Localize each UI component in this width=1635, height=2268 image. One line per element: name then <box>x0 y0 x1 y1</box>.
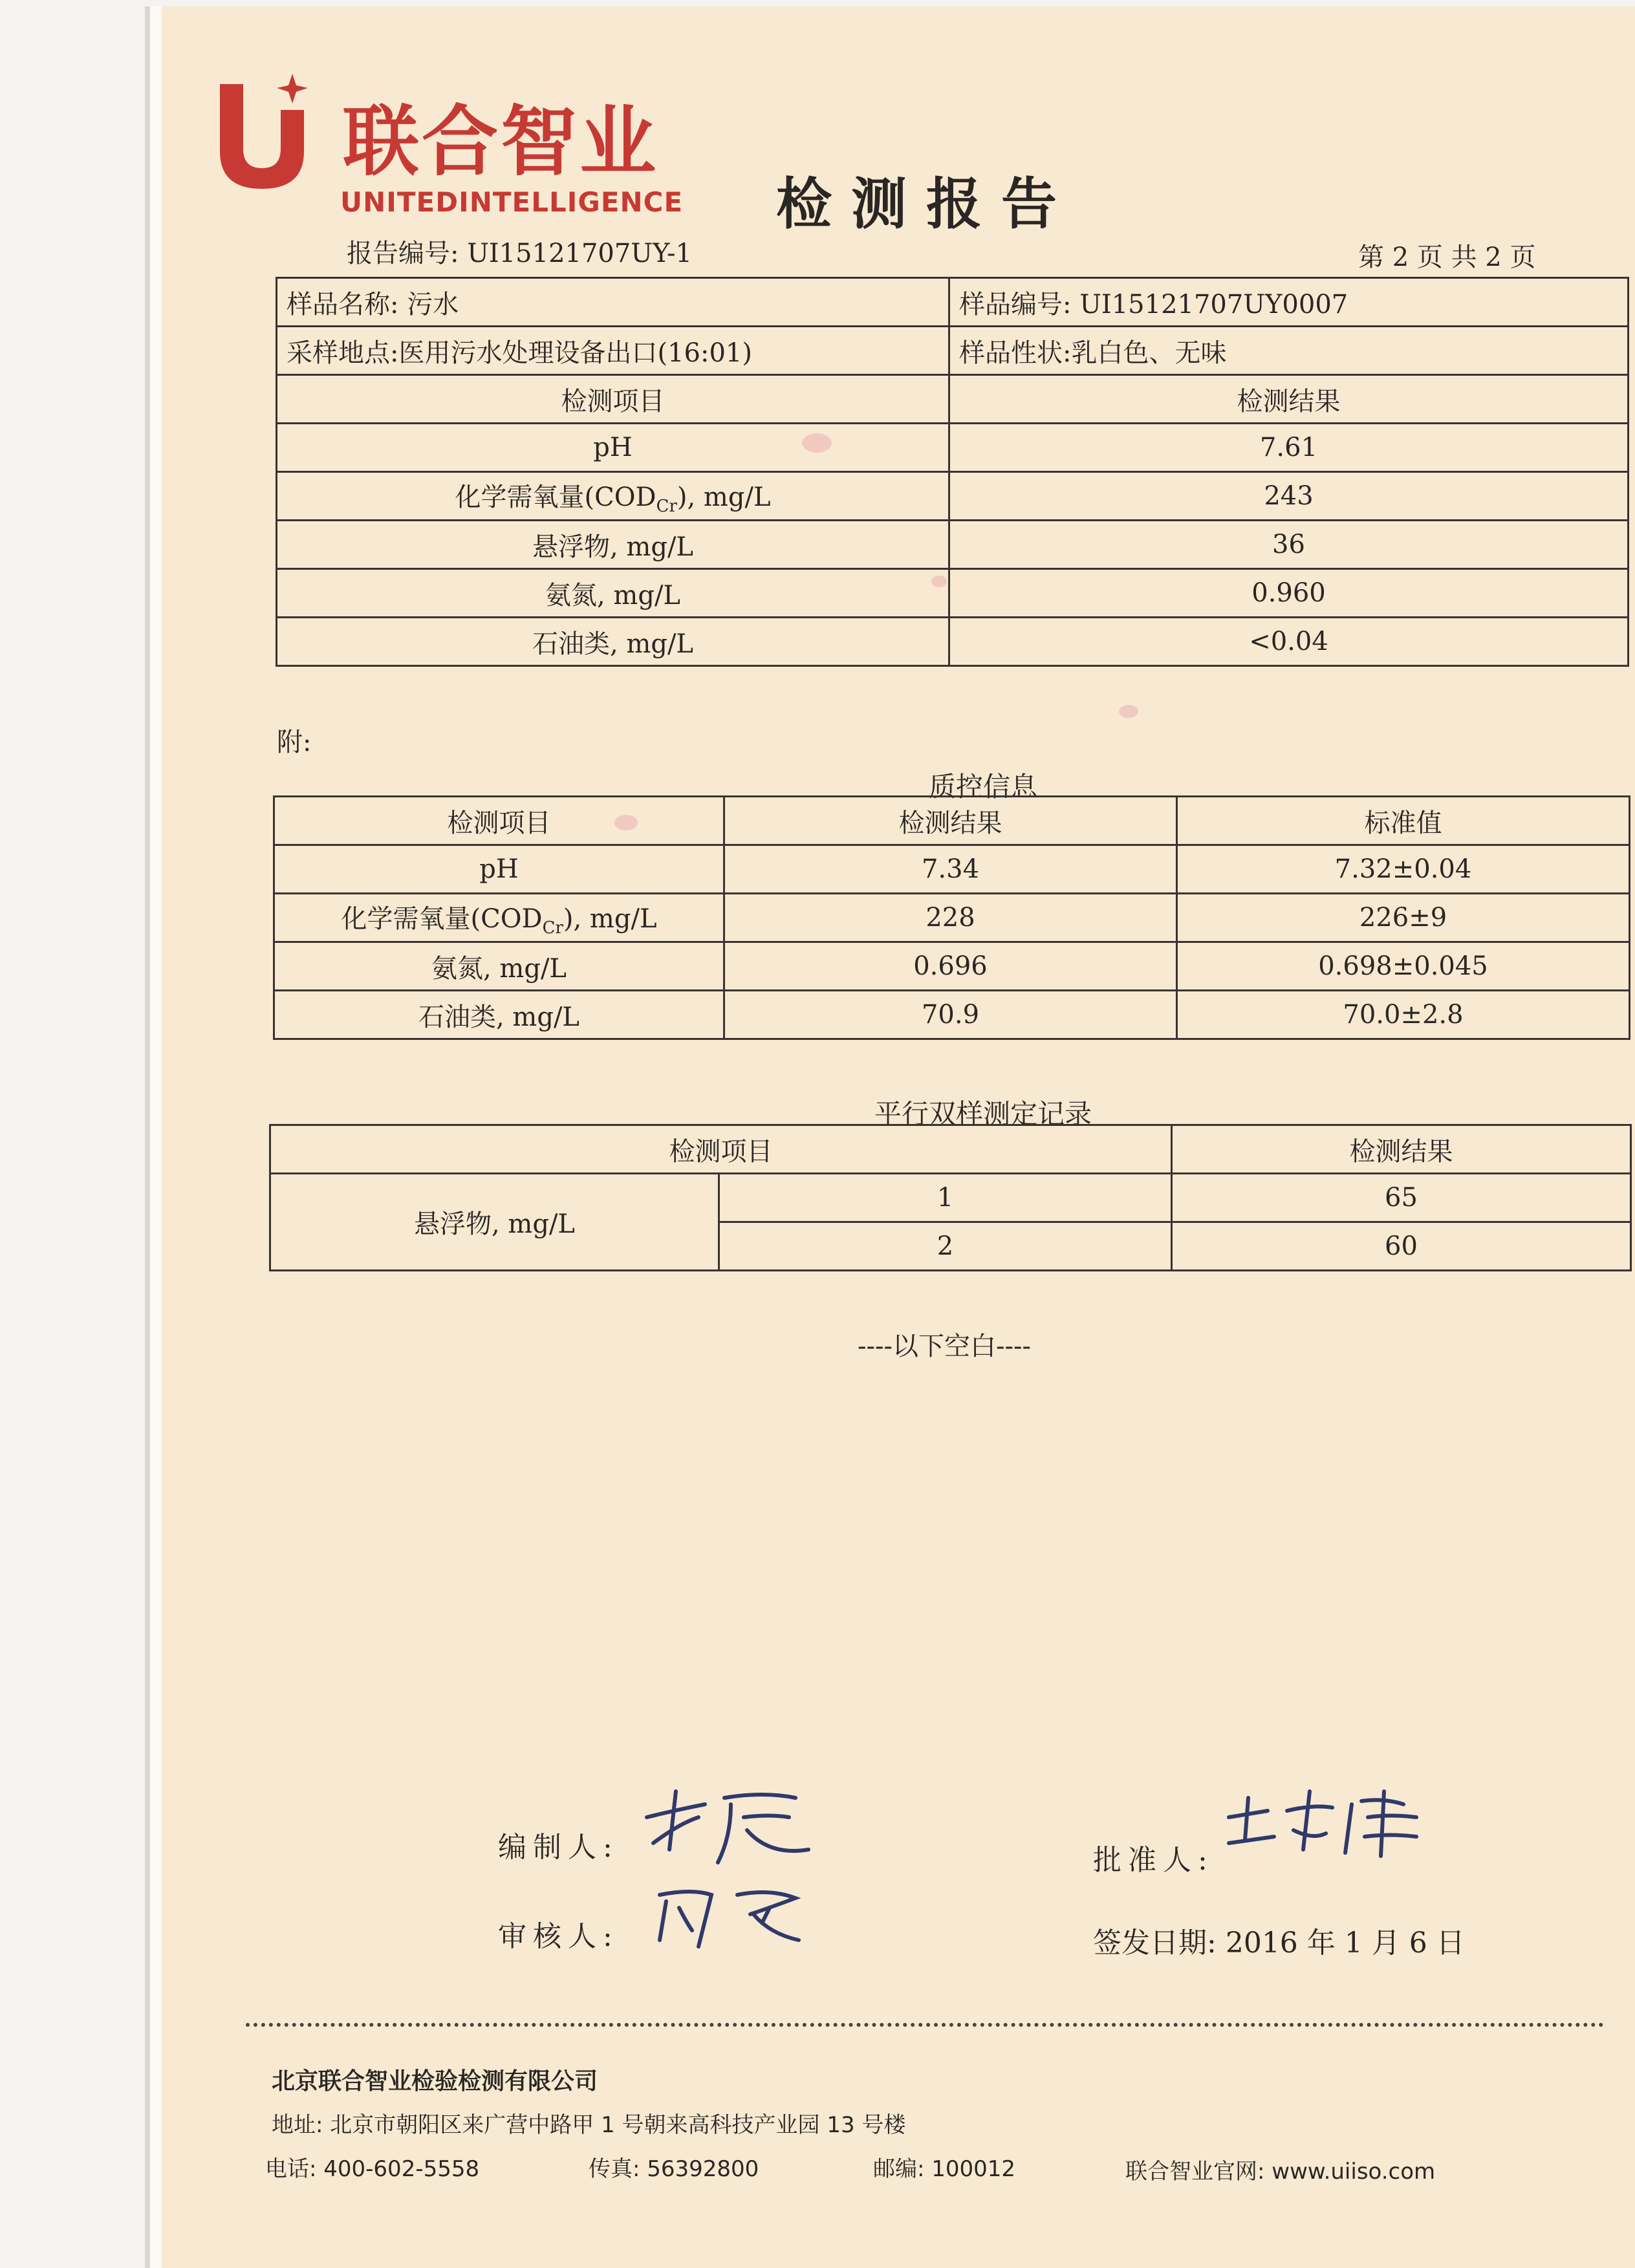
qc-caption: 质控信息 <box>928 771 1037 803</box>
reviewed-label: 审核人: <box>498 1920 619 1953</box>
dup-item: 悬浮物, mg/L <box>270 1174 719 1271</box>
issue-date <box>1093 1919 1465 1961</box>
sample-site: 医用污水处理设备出口(16:01) <box>398 338 752 368</box>
sample-nature-cell <box>949 327 1629 375</box>
sample-name-cell <box>277 278 949 327</box>
result-value: 36 <box>949 521 1629 569</box>
result-value: <0.04 <box>949 618 1629 666</box>
dup-result: 60 <box>1172 1222 1631 1271</box>
qc-standard: 226±9 <box>1177 894 1630 942</box>
report-number <box>347 233 692 270</box>
result-item: 化学需氧量$(COD_{Cr})$, mg/L <box>277 472 949 521</box>
dup-n: 2 <box>719 1222 1172 1271</box>
table-row <box>274 845 1630 894</box>
issue-date-value: 2016 年 1 月 6 日 <box>1225 1927 1465 1960</box>
footer-fax: 传真: 56392800 <box>589 2156 759 2182</box>
qc-header-item: 检测项目 <box>274 797 724 845</box>
footer-company: 北京联合智业检验检测有限公司 <box>272 2068 598 2095</box>
qc-result: 0.696 <box>724 942 1177 991</box>
footer-website: 联合智业官网: www.uiiso.com <box>1125 2159 1436 2185</box>
duplicate-table <box>269 1124 1632 1271</box>
report-number-value: UI15121707UY-1 <box>467 239 692 268</box>
table-row <box>274 894 1630 942</box>
sample-id-cell <box>949 278 1629 327</box>
qc-header-standard: 标准值 <box>1177 797 1630 845</box>
table-row <box>277 327 1629 375</box>
table-row <box>277 618 1629 666</box>
issue-date-label: 签发日期: <box>1093 1927 1217 1960</box>
approved-signature <box>1222 1778 1429 1863</box>
report-title: 检测报告 <box>776 172 1076 237</box>
result-value: 243 <box>949 472 1629 521</box>
company-logo <box>213 71 310 194</box>
qc-standard: 70.0±2.8 <box>1177 991 1630 1039</box>
table-row <box>270 1174 1631 1222</box>
table-row <box>277 521 1629 569</box>
table-row <box>277 472 1629 521</box>
result-value: 0.960 <box>949 569 1629 618</box>
dup-header-result: 检测结果 <box>1172 1125 1631 1174</box>
footer-phone: 电话: 400-602-5558 <box>265 2156 480 2182</box>
table-row <box>277 278 1629 327</box>
report-page <box>162 6 1635 2268</box>
prepared-label: 编制人: <box>498 1831 619 1864</box>
blank-note: ----以下空白---- <box>857 1332 1032 1361</box>
table-header-row <box>274 797 1630 845</box>
footer-divider <box>246 2023 1604 2027</box>
table-row <box>274 991 1630 1039</box>
appendix-label: 附: <box>277 728 312 757</box>
table-header-row <box>277 375 1629 424</box>
page-indicator: 第 2 页 共 2 页 <box>1358 243 1536 272</box>
header-result: 检测结果 <box>949 375 1629 424</box>
dup-result: 65 <box>1172 1174 1631 1222</box>
dup-header-item: 检测项目 <box>270 1125 1172 1174</box>
result-item: 氨氮, mg/L <box>277 569 949 618</box>
result-value: 7.61 <box>949 424 1629 472</box>
duplicate-caption: 平行双样测定记录 <box>874 1098 1092 1130</box>
qc-result: 228 <box>724 894 1177 942</box>
approved-label: 批准人: <box>1093 1844 1214 1877</box>
result-item: pH <box>277 424 949 472</box>
footer-postcode: 邮编: 100012 <box>873 2156 1016 2182</box>
prepared-signature <box>634 1778 821 1869</box>
sample-site-label: 采样地点: <box>287 338 399 368</box>
results-table <box>276 277 1629 667</box>
sample-nature-label: 样品性状: <box>959 338 1072 368</box>
qc-table <box>273 795 1630 1040</box>
qc-item: 氨氮, mg/L <box>274 942 724 991</box>
qc-result: 70.9 <box>724 991 1177 1039</box>
qc-item: 石油类, mg/L <box>274 991 724 1039</box>
header-item: 检测项目 <box>277 375 949 424</box>
brand-name-en: UNITEDINTELLIGENCE <box>340 186 684 218</box>
qc-item: pH <box>274 845 724 894</box>
sample-nature: 乳白色、无味 <box>1071 338 1227 368</box>
table-row <box>274 942 1630 991</box>
table-row <box>277 569 1629 618</box>
qc-item: 化学需氧量$(COD_{Cr})$, mg/L <box>274 894 724 942</box>
qc-standard: 0.698±0.045 <box>1177 942 1630 991</box>
brand-name-cn: 联合智业 <box>343 97 659 186</box>
dup-n: 1 <box>719 1174 1172 1222</box>
sample-id: UI15121707UY0007 <box>1079 289 1348 319</box>
qc-standard: 7.32±0.04 <box>1177 845 1630 894</box>
sample-name: 污水 <box>407 289 459 319</box>
report-number-label: 报告编号: <box>347 239 459 268</box>
sample-site-cell <box>277 327 949 375</box>
sample-id-label: 样品编号: <box>959 289 1072 319</box>
qc-result: 7.34 <box>724 845 1177 894</box>
result-item: 悬浮物, mg/L <box>277 521 949 569</box>
qc-header-result: 检测结果 <box>724 797 1177 845</box>
footer-address: 地址: 北京市朝阳区来广营中路甲 1 号朝来高科技产业园 13 号楼 <box>272 2112 906 2138</box>
sample-name-label: 样品名称: <box>287 289 399 319</box>
result-item: 石油类, mg/L <box>277 618 949 666</box>
table-header-row <box>270 1125 1631 1174</box>
reviewed-signature <box>640 1869 808 1953</box>
table-row <box>277 424 1629 472</box>
